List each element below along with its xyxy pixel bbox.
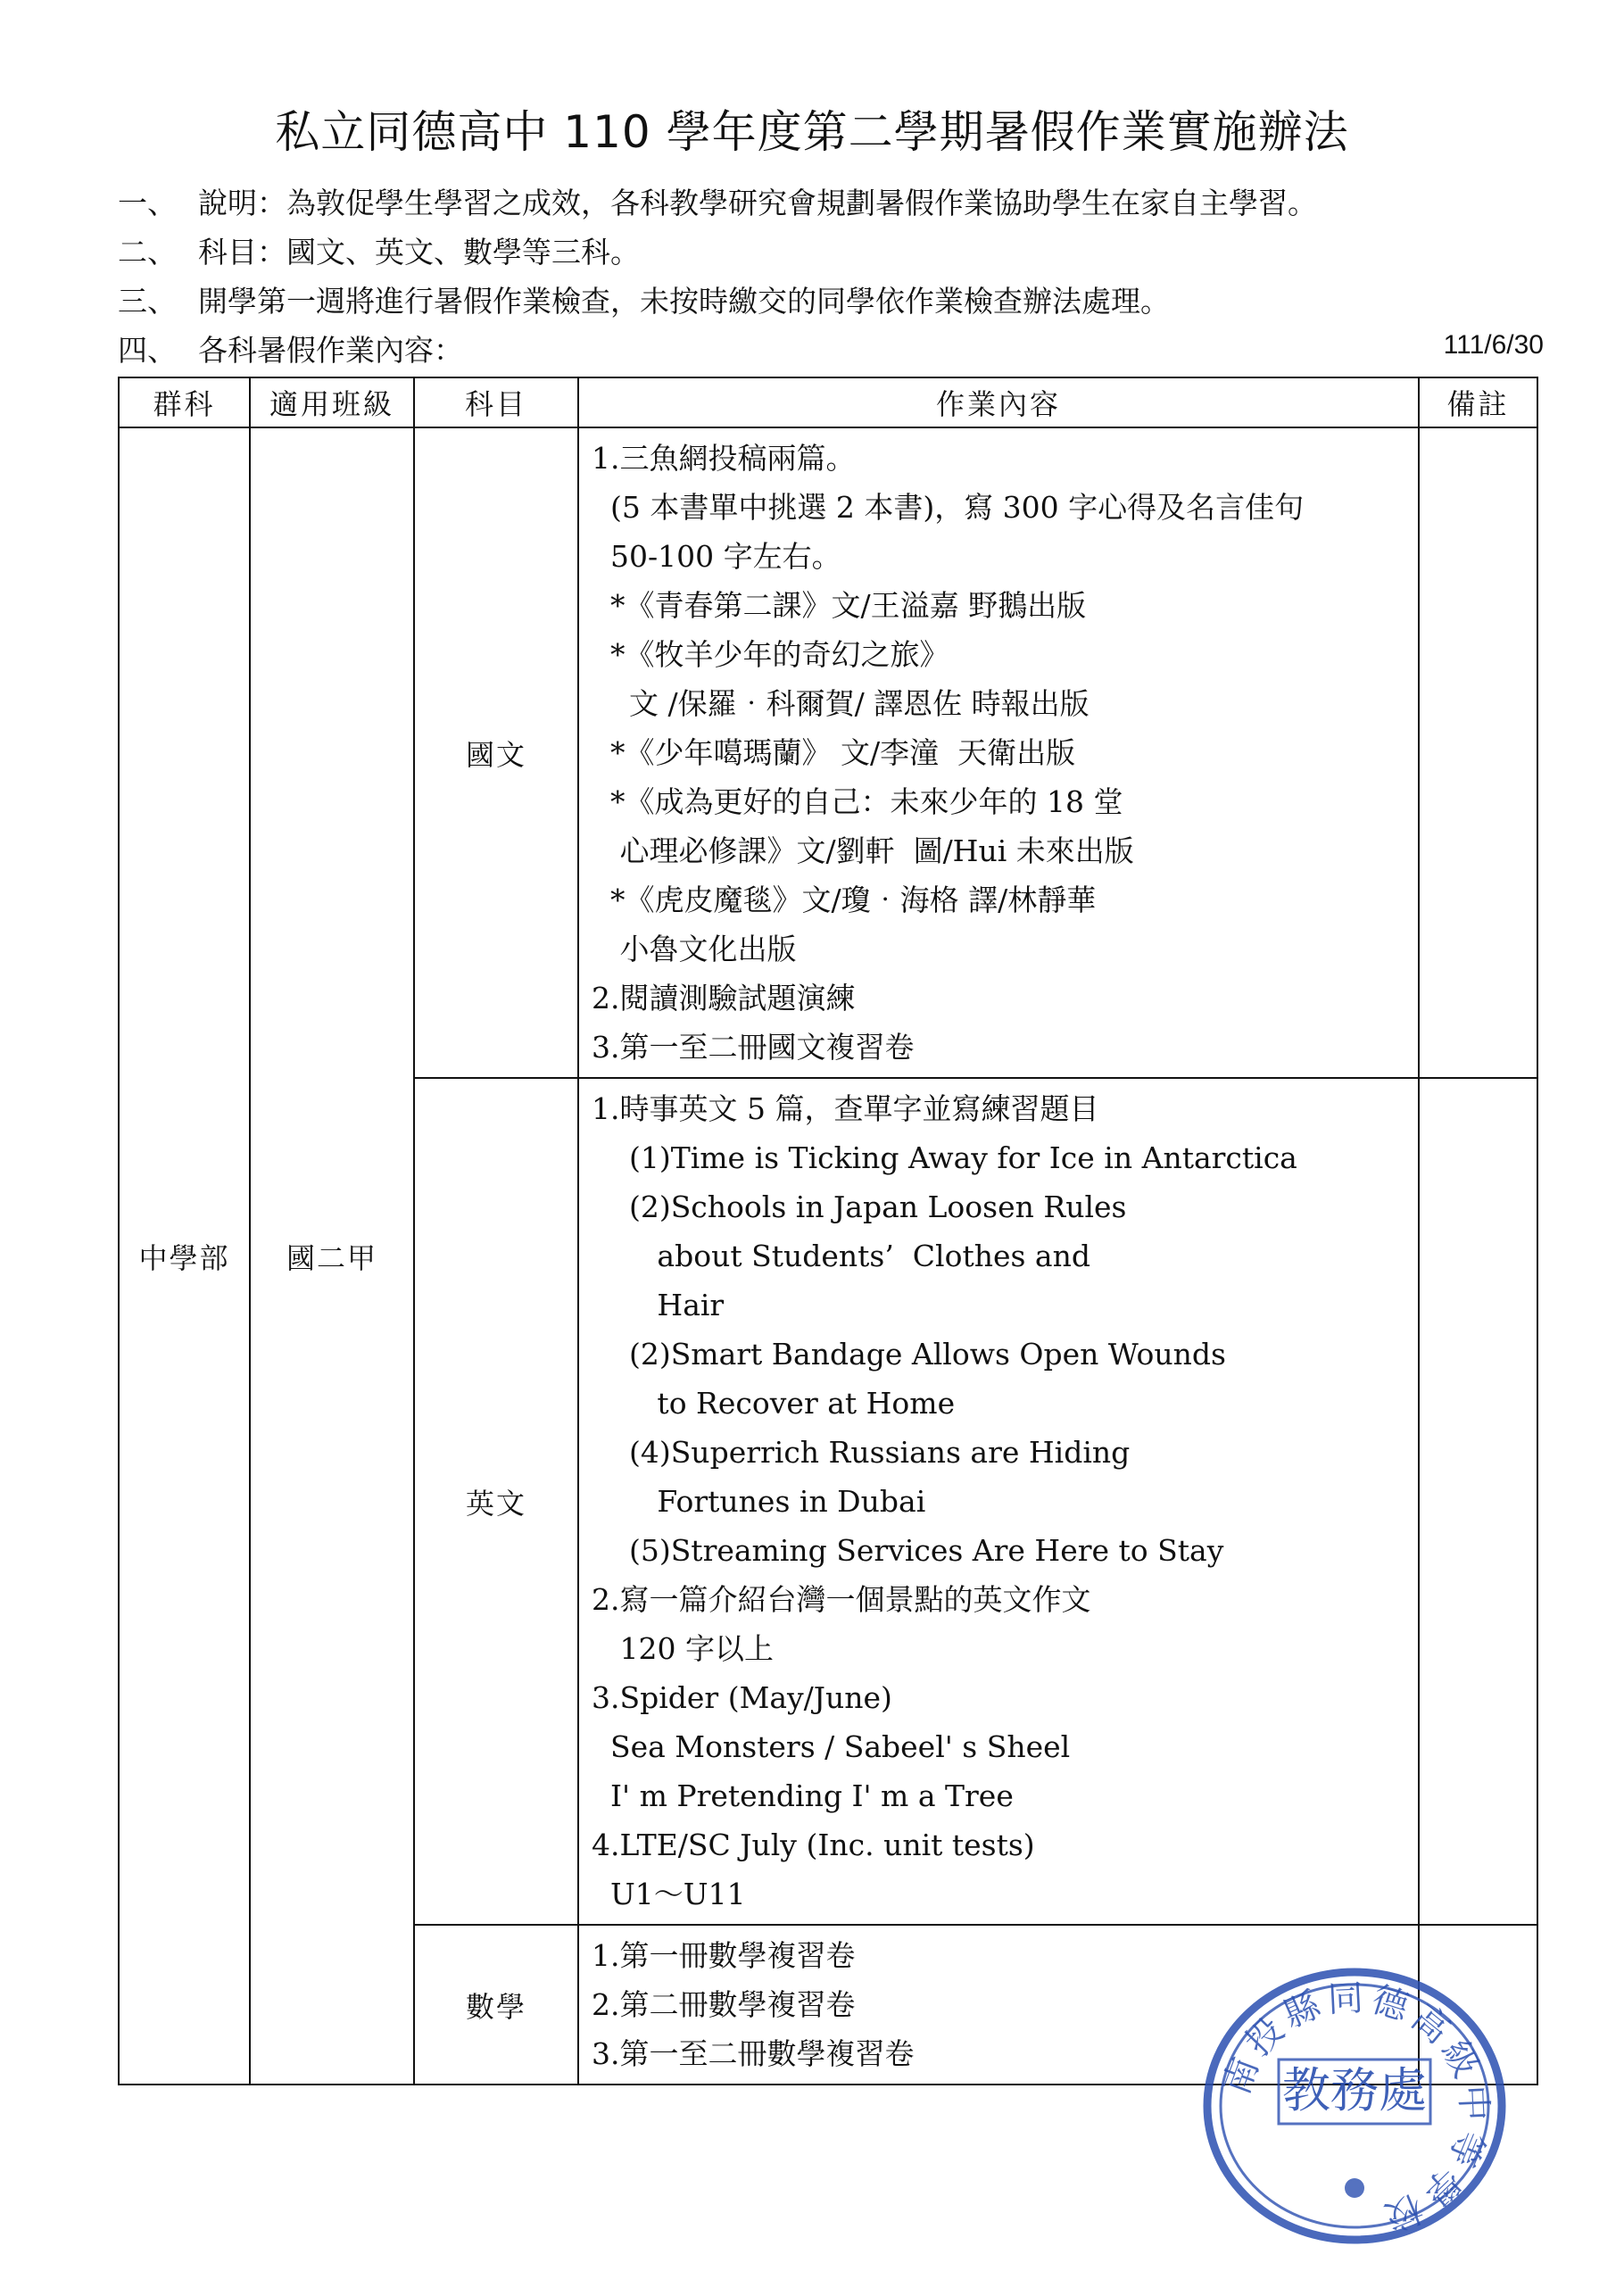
homework-line: Sea Monsters / Sabeel' s Sheel <box>592 1729 1071 1764</box>
document-date: 111/6/30 <box>1443 330 1544 360</box>
homework-line: 120 字以上 <box>592 1631 774 1666</box>
intro-number: 三、 <box>118 284 177 319</box>
homework-line: 1.第一冊數學複習卷 <box>592 1938 856 1973</box>
homework-line: 1.時事英文 5 篇，查單字並寫練習題目 <box>592 1091 1099 1126</box>
intro-text: 科目：國文、英文、數學等三科。 <box>198 235 640 269</box>
homework-line: 2.寫一篇介紹台灣一個景點的英文作文 <box>592 1582 1091 1617</box>
homework-line: 4.LTE/SC July (Inc. unit tests) <box>592 1828 1035 1862</box>
subject-cell: 國文 <box>414 427 578 1078</box>
homework-line: (5)Streaming Services Are Here to Stay <box>592 1533 1224 1568</box>
homework-line: (5 本書單中挑選 2 本書)，寫 300 字心得及名言佳句 <box>592 490 1305 525</box>
content-cell <box>578 427 1419 1078</box>
homework-line: 50-100 字左右。 <box>592 539 841 574</box>
homework-line: *《牧羊少年的奇幻之旅》 <box>592 637 949 672</box>
remark-cell <box>1419 427 1537 1078</box>
homework-line: (4)Superrich Russians are Hiding <box>592 1435 1131 1470</box>
table-header-row <box>119 377 1537 427</box>
homework-line: 文 /保羅‧科爾賀/ 譯恩佐 時報出版 <box>592 686 1090 721</box>
class-cell: 國二甲 <box>250 427 414 2085</box>
homework-line: to Recover at Home <box>592 1386 956 1421</box>
intro-number: 二、 <box>118 235 177 269</box>
homework-line: (1)Time is Ticking Away for Ice in Antarctica <box>592 1140 1297 1175</box>
homework-line: (2)Schools in Japan Loosen Rules <box>592 1189 1127 1224</box>
seal-ring-text: 南投縣同德高級中等學校 <box>1215 1977 1495 2240</box>
seal-center-text: 教務處 <box>1282 2062 1427 2118</box>
content-cell <box>578 1078 1419 1925</box>
homework-line: *《青春第二課》文/王溢嘉 野鵝出版 <box>592 588 1087 623</box>
intro-number: 四、 <box>118 333 177 368</box>
intro-number: 一、 <box>118 186 177 220</box>
homework-line: *《少年噶瑪蘭》 文/李潼 天衛出版 <box>592 735 1076 770</box>
intro-item <box>118 178 1581 228</box>
remark-cell <box>1419 1078 1537 1925</box>
homework-line: *《虎皮魔毯》文/瓊‧海格 譯/林靜華 <box>592 883 1097 917</box>
homework-line: 心理必修課》文/劉軒 圖/Hui 未來出版 <box>592 833 1134 868</box>
homework-line: U1～U11 <box>592 1877 746 1911</box>
intro-item <box>118 326 1581 375</box>
homework-line: Fortunes in Dubai <box>592 1484 926 1519</box>
subject-cell: 英文 <box>414 1078 578 1925</box>
homework-line: 小魯文化出版 <box>592 932 797 966</box>
homework-line: Hair <box>592 1288 725 1322</box>
homework-line: (2)Smart Bandage Allows Open Wounds <box>592 1337 1226 1372</box>
homework-line: 3.Spider (May/June) <box>592 1680 892 1715</box>
group-cell: 中學部 <box>119 427 250 2085</box>
page-title: 私立同德高中 110 學年度第二學期暑假作業實施辦法 <box>275 106 1349 158</box>
intro-text: 開學第一週將進行暑假作業檢查，未按時繳交的同學依作業檢查辦法處理。 <box>198 284 1170 319</box>
intro-item <box>118 277 1581 326</box>
school-seal-stamp <box>1194 1954 1515 2249</box>
homework-table <box>118 377 1538 2085</box>
intro-list <box>118 178 1581 375</box>
header-group: 群科 <box>119 377 250 427</box>
header-subject: 科目 <box>414 377 578 427</box>
homework-line: 3.第一至二冊國文複習卷 <box>592 1030 915 1065</box>
intro-item <box>118 228 1581 277</box>
homework-line: 3.第一至二冊數學複習卷 <box>592 2036 915 2071</box>
homework-line: *《成為更好的自己：未來少年的 18 堂 <box>592 784 1123 819</box>
homework-line: 1.三魚網投稿兩篇。 <box>592 441 856 476</box>
header-class: 適用班級 <box>250 377 414 427</box>
homework-line: I' m Pretending I' m a Tree <box>592 1778 1014 1813</box>
intro-text: 說明：為敦促學生學習之成效，各科教學研究會規劃暑假作業協助學生在家自主學習。 <box>198 186 1317 220</box>
table-row <box>119 427 1537 1078</box>
homework-line: 2.閱讀測驗試題演練 <box>592 981 856 1015</box>
intro-text: 各科暑假作業內容： <box>198 333 463 368</box>
header-remark: 備註 <box>1419 377 1537 427</box>
subject-cell: 數學 <box>414 1925 578 2085</box>
homework-line: 2.第二冊數學複習卷 <box>592 1987 856 2022</box>
header-content: 作業內容 <box>578 377 1419 427</box>
homework-line: about Students’ Clothes and <box>592 1239 1090 1273</box>
